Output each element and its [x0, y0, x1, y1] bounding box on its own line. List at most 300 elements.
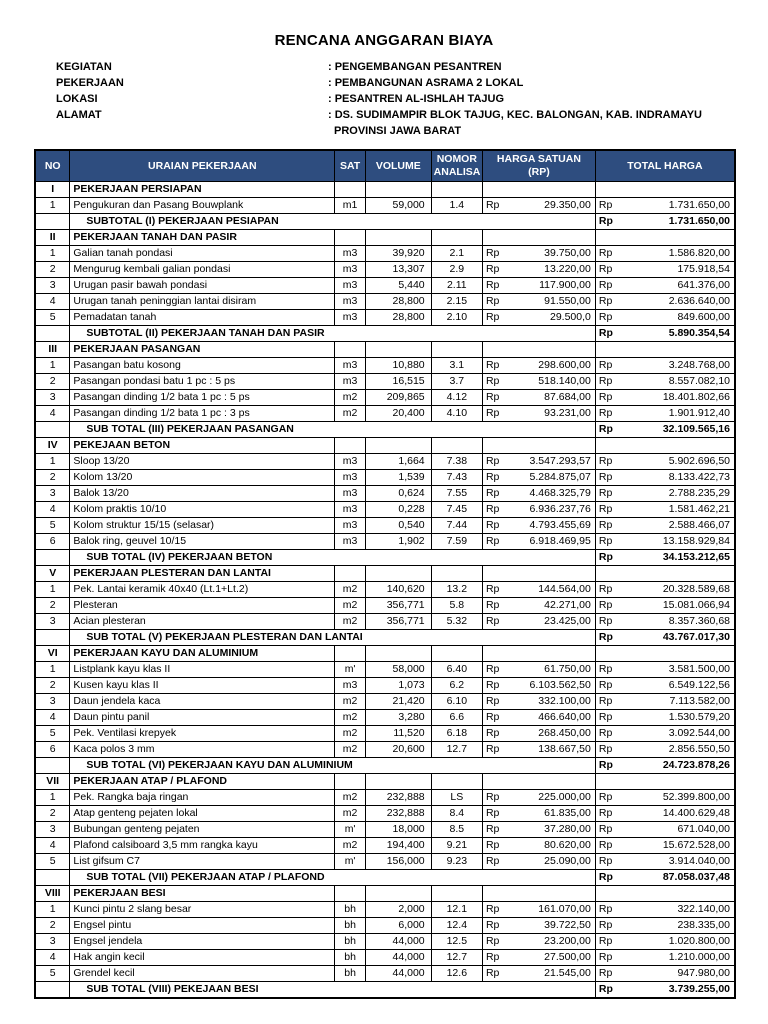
total-currency-cell	[595, 566, 626, 582]
item-number: 2	[35, 598, 70, 614]
volume-cell	[365, 342, 431, 358]
item-description: Plafond calsiboard 3,5 mm rangka kayu	[70, 838, 335, 854]
table-row	[35, 822, 735, 838]
col-header-nomor-analisa	[431, 150, 482, 182]
subtotal-label: SUBTOTAL (I) PEKERJAAN PESIAPAN	[70, 214, 483, 230]
item-description: Plesteran	[70, 598, 335, 614]
item-price-currency: Rp	[482, 598, 513, 614]
item-volume: 232,888	[365, 806, 431, 822]
item-volume: 20,600	[365, 742, 431, 758]
section-number: IV	[35, 438, 70, 454]
table-row	[35, 246, 735, 262]
sat-cell	[335, 230, 366, 246]
budget-table	[34, 149, 736, 999]
item-description: Pasangan pondasi batu 1 pc : 5 ps	[70, 374, 335, 390]
item-description: Daun jendela kaca	[70, 694, 335, 710]
table-row	[35, 374, 735, 390]
subtotal-spacer	[482, 422, 595, 438]
item-unit-price: 6.918.469,95	[513, 534, 595, 550]
item-price-currency: Rp	[482, 614, 513, 630]
item-analysis-number: 9.23	[431, 854, 482, 870]
price-currency-cell	[482, 566, 513, 582]
item-analysis-number: 4.10	[431, 406, 482, 422]
item-total-currency: Rp	[595, 614, 626, 630]
subtotal-amount: 24.723.878,26	[626, 758, 735, 774]
item-total-currency: Rp	[595, 358, 626, 374]
total-cell	[626, 438, 735, 454]
item-price-currency: Rp	[482, 822, 513, 838]
section-number: III	[35, 342, 70, 358]
subtotal-blank	[35, 758, 70, 774]
subtotal-spacer	[482, 214, 595, 230]
item-unit-price: 39.722,50	[513, 918, 595, 934]
item-total-currency: Rp	[595, 838, 626, 854]
item-analysis-number: 1.4	[431, 198, 482, 214]
item-total-price: 2.788.235,29	[626, 486, 735, 502]
item-unit-price: 29.350,00	[513, 198, 595, 214]
item-description: Pemadatan tanah	[70, 310, 335, 326]
item-description: List gifsum C7	[70, 854, 335, 870]
item-volume: 209,865	[365, 390, 431, 406]
item-volume: 44,000	[365, 950, 431, 966]
item-unit-price: 138.667,50	[513, 742, 595, 758]
subtotal-label: SUB TOTAL (IV) PEKERJAAN BETON	[70, 550, 483, 566]
item-unit: m3	[335, 678, 366, 694]
item-total-price: 8.557.082,10	[626, 374, 735, 390]
item-description: Sloop 13/20	[70, 454, 335, 470]
item-total-currency: Rp	[595, 854, 626, 870]
item-volume: 0,228	[365, 502, 431, 518]
item-volume: 13,307	[365, 262, 431, 278]
item-number: 1	[35, 902, 70, 918]
item-price-currency: Rp	[482, 790, 513, 806]
table-row	[35, 806, 735, 822]
analisa-cell	[431, 230, 482, 246]
subtotal-amount: 34.153.212,65	[626, 550, 735, 566]
item-description: Engsel jendela	[70, 934, 335, 950]
total-cell	[626, 342, 735, 358]
subtotal-currency: Rp	[595, 982, 626, 999]
item-total-currency: Rp	[595, 454, 626, 470]
section-number: V	[35, 566, 70, 582]
table-row	[35, 950, 735, 966]
item-description: Pengukuran dan Pasang Bouwplank	[70, 198, 335, 214]
section-title: PEKERJAAN ATAP / PLAFOND	[70, 774, 335, 790]
item-total-currency: Rp	[595, 470, 626, 486]
item-total-price: 15.081.066,94	[626, 598, 735, 614]
subtotal-label: SUB TOTAL (V) PEKERJAAN PLESTERAN DAN LANTAI	[70, 630, 483, 646]
item-price-currency: Rp	[482, 662, 513, 678]
subtotal-spacer	[482, 630, 595, 646]
subtotal-currency: Rp	[595, 758, 626, 774]
item-total-currency: Rp	[595, 374, 626, 390]
item-unit: m3	[335, 454, 366, 470]
info-value: : PESANTREN AL-ISHLAH TAJUG	[328, 93, 504, 105]
table-row	[35, 726, 735, 742]
item-total-price: 2.856.550,50	[626, 742, 735, 758]
subtotal-row	[35, 326, 735, 342]
subtotal-blank	[35, 982, 70, 999]
item-total-currency: Rp	[595, 662, 626, 678]
item-unit: m2	[335, 838, 366, 854]
item-volume: 1,539	[365, 470, 431, 486]
item-unit-price: 87.684,00	[513, 390, 595, 406]
item-volume: 59,000	[365, 198, 431, 214]
total-currency-cell	[595, 230, 626, 246]
analisa-cell	[431, 438, 482, 454]
item-volume: 140,620	[365, 582, 431, 598]
section-row	[35, 230, 735, 246]
item-price-currency: Rp	[482, 198, 513, 214]
item-analysis-number: 6.6	[431, 710, 482, 726]
item-number: 2	[35, 678, 70, 694]
item-analysis-number: 5.8	[431, 598, 482, 614]
item-volume: 28,800	[365, 294, 431, 310]
item-volume: 194,400	[365, 838, 431, 854]
item-description: Engsel pintu	[70, 918, 335, 934]
section-title: PEKEJAAN BETON	[70, 438, 335, 454]
item-unit: m3	[335, 374, 366, 390]
item-unit-price: 27.500,00	[513, 950, 595, 966]
item-price-currency: Rp	[482, 246, 513, 262]
item-volume: 3,280	[365, 710, 431, 726]
item-volume: 156,000	[365, 854, 431, 870]
total-cell	[626, 230, 735, 246]
item-unit: bh	[335, 950, 366, 966]
total-cell	[626, 774, 735, 790]
item-total-currency: Rp	[595, 694, 626, 710]
item-price-currency: Rp	[482, 806, 513, 822]
table-row	[35, 454, 735, 470]
item-unit: m2	[335, 710, 366, 726]
col-header-uraian: URAIAN PEKERJAAN	[70, 150, 335, 182]
item-number: 2	[35, 806, 70, 822]
table-row	[35, 294, 735, 310]
item-price-currency: Rp	[482, 502, 513, 518]
item-volume: 6,000	[365, 918, 431, 934]
item-unit: bh	[335, 966, 366, 982]
table-row	[35, 486, 735, 502]
item-total-currency: Rp	[595, 502, 626, 518]
item-number: 3	[35, 278, 70, 294]
item-total-price: 3.581.500,00	[626, 662, 735, 678]
table-row	[35, 198, 735, 214]
item-total-currency: Rp	[595, 246, 626, 262]
item-unit: m3	[335, 294, 366, 310]
price-currency-cell	[482, 230, 513, 246]
item-total-price: 8.133.422,73	[626, 470, 735, 486]
item-volume: 58,000	[365, 662, 431, 678]
item-description: Kolom praktis 10/10	[70, 502, 335, 518]
item-total-currency: Rp	[595, 278, 626, 294]
section-number: VI	[35, 646, 70, 662]
item-number: 1	[35, 454, 70, 470]
price-currency-cell	[482, 342, 513, 358]
col-header-nomor-analisa-line2: ANALISA	[433, 166, 481, 178]
item-price-currency: Rp	[482, 278, 513, 294]
item-total-currency: Rp	[595, 598, 626, 614]
item-description: Urugan tanah peninggian lantai disiram	[70, 294, 335, 310]
item-number: 5	[35, 310, 70, 326]
col-header-total-harga: TOTAL HARGA	[595, 150, 735, 182]
item-total-price: 8.357.360,68	[626, 614, 735, 630]
table-row	[35, 502, 735, 518]
item-unit-price: 61.750,00	[513, 662, 595, 678]
table-row	[35, 518, 735, 534]
item-volume: 232,888	[365, 790, 431, 806]
item-description: Grendel kecil	[70, 966, 335, 982]
item-analysis-number: 2.10	[431, 310, 482, 326]
item-number: 3	[35, 694, 70, 710]
item-volume: 0,624	[365, 486, 431, 502]
item-total-currency: Rp	[595, 406, 626, 422]
item-number: 1	[35, 198, 70, 214]
item-analysis-number: 3.1	[431, 358, 482, 374]
item-unit: m3	[335, 262, 366, 278]
sat-cell	[335, 182, 366, 198]
item-price-currency: Rp	[482, 742, 513, 758]
table-row	[35, 582, 735, 598]
item-total-price: 671.040,00	[626, 822, 735, 838]
item-number: 5	[35, 966, 70, 982]
item-unit: bh	[335, 934, 366, 950]
item-unit: bh	[335, 902, 366, 918]
item-total-price: 15.672.528,00	[626, 838, 735, 854]
subtotal-amount: 3.739.255,00	[626, 982, 735, 999]
analisa-cell	[431, 182, 482, 198]
section-row	[35, 646, 735, 662]
price-currency-cell	[482, 438, 513, 454]
item-unit-price: 4.793.455,69	[513, 518, 595, 534]
item-price-currency: Rp	[482, 310, 513, 326]
item-volume: 21,420	[365, 694, 431, 710]
section-row	[35, 342, 735, 358]
item-total-price: 238.335,00	[626, 918, 735, 934]
item-total-currency: Rp	[595, 902, 626, 918]
item-analysis-number: 7.59	[431, 534, 482, 550]
section-row	[35, 182, 735, 198]
item-total-currency: Rp	[595, 966, 626, 982]
item-analysis-number: 7.38	[431, 454, 482, 470]
item-description: Pek. Lantai keramik 40x40 (Lt.1+Lt.2)	[70, 582, 335, 598]
table-row	[35, 662, 735, 678]
subtotal-label: SUB TOTAL (VIII) PEKEJAAN BESI	[70, 982, 483, 999]
table-body	[35, 182, 735, 999]
price-cell	[513, 774, 595, 790]
section-title: PEKERJAAN PERSIAPAN	[70, 182, 335, 198]
sat-cell	[335, 774, 366, 790]
item-total-currency: Rp	[595, 390, 626, 406]
item-unit-price: 3.547.293,57	[513, 454, 595, 470]
item-number: 4	[35, 406, 70, 422]
item-number: 3	[35, 614, 70, 630]
item-price-currency: Rp	[482, 710, 513, 726]
item-volume: 44,000	[365, 934, 431, 950]
subtotal-spacer	[482, 758, 595, 774]
item-analysis-number: 12.7	[431, 742, 482, 758]
table-header-row	[35, 150, 735, 182]
item-analysis-number: 12.6	[431, 966, 482, 982]
subtotal-currency: Rp	[595, 630, 626, 646]
item-total-price: 20.328.589,68	[626, 582, 735, 598]
item-total-currency: Rp	[595, 678, 626, 694]
subtotal-currency: Rp	[595, 870, 626, 886]
item-unit: m3	[335, 518, 366, 534]
price-cell	[513, 182, 595, 198]
info-value: : DS. SUDIMAMPIR BLOK TAJUG, KEC. BALONGAN, KAB. INDRAMAYU	[328, 109, 703, 121]
subtotal-blank	[35, 422, 70, 438]
item-total-currency: Rp	[595, 198, 626, 214]
total-currency-cell	[595, 438, 626, 454]
item-total-price: 7.113.582,00	[626, 694, 735, 710]
item-analysis-number: 13.2	[431, 582, 482, 598]
item-number: 3	[35, 390, 70, 406]
item-total-price: 1.581.462,21	[626, 502, 735, 518]
item-analysis-number: 12.5	[431, 934, 482, 950]
item-unit-price: 61.835,00	[513, 806, 595, 822]
item-analysis-number: 2.1	[431, 246, 482, 262]
info-value: PROVINSI JAWA BARAT	[334, 125, 462, 137]
subtotal-spacer	[482, 326, 595, 342]
item-unit-price: 21.545,00	[513, 966, 595, 982]
item-price-currency: Rp	[482, 966, 513, 982]
subtotal-blank	[35, 550, 70, 566]
price-cell	[513, 566, 595, 582]
info-label: KEGIATAN	[56, 61, 112, 73]
subtotal-currency: Rp	[595, 422, 626, 438]
item-total-currency: Rp	[595, 486, 626, 502]
item-description: Urugan pasir bawah pondasi	[70, 278, 335, 294]
item-unit-price: 332.100,00	[513, 694, 595, 710]
subtotal-label: SUB TOTAL (VII) PEKERJAAN ATAP / PLAFOND	[70, 870, 483, 886]
subtotal-blank	[35, 630, 70, 646]
item-number: 4	[35, 950, 70, 966]
item-unit-price: 25.090,00	[513, 854, 595, 870]
item-description: Kolom struktur 15/15 (selasar)	[70, 518, 335, 534]
item-number: 5	[35, 854, 70, 870]
subtotal-blank	[35, 326, 70, 342]
item-volume: 28,800	[365, 310, 431, 326]
table-row	[35, 310, 735, 326]
table-row	[35, 902, 735, 918]
item-price-currency: Rp	[482, 934, 513, 950]
item-unit: m2	[335, 614, 366, 630]
subtotal-label: SUB TOTAL (III) PEKERJAAN PASANGAN	[70, 422, 483, 438]
item-price-currency: Rp	[482, 406, 513, 422]
info-label: LOKASI	[56, 93, 98, 105]
table-row	[35, 678, 735, 694]
item-price-currency: Rp	[482, 454, 513, 470]
table-row	[35, 854, 735, 870]
item-total-currency: Rp	[595, 742, 626, 758]
sat-cell	[335, 646, 366, 662]
subtotal-amount: 32.109.565,16	[626, 422, 735, 438]
section-number: VIII	[35, 886, 70, 902]
table-row	[35, 966, 735, 982]
table-row	[35, 262, 735, 278]
subtotal-row	[35, 630, 735, 646]
item-analysis-number: 4.12	[431, 390, 482, 406]
total-currency-cell	[595, 886, 626, 902]
item-unit-price: 6.936.237,76	[513, 502, 595, 518]
item-total-price: 52.399.800,00	[626, 790, 735, 806]
item-volume: 356,771	[365, 614, 431, 630]
item-analysis-number: 7.55	[431, 486, 482, 502]
item-total-price: 6.549.122,56	[626, 678, 735, 694]
item-number: 5	[35, 726, 70, 742]
subtotal-amount: 5.890.354,54	[626, 326, 735, 342]
item-unit: m3	[335, 246, 366, 262]
volume-cell	[365, 646, 431, 662]
item-unit-price: 37.280,00	[513, 822, 595, 838]
col-header-sat: SAT	[335, 150, 366, 182]
item-analysis-number: 12.1	[431, 902, 482, 918]
item-total-price: 18.401.802,66	[626, 390, 735, 406]
table-row	[35, 406, 735, 422]
section-title: PEKERJAAN PLESTERAN DAN LANTAI	[70, 566, 335, 582]
volume-cell	[365, 886, 431, 902]
total-cell	[626, 182, 735, 198]
section-row	[35, 438, 735, 454]
analisa-cell	[431, 886, 482, 902]
subtotal-currency: Rp	[595, 326, 626, 342]
item-total-price: 3.248.768,00	[626, 358, 735, 374]
analisa-cell	[431, 646, 482, 662]
section-row	[35, 774, 735, 790]
item-description: Kunci pintu 2 slang besar	[70, 902, 335, 918]
table-row	[35, 358, 735, 374]
item-total-price: 14.400.629,48	[626, 806, 735, 822]
item-unit: m'	[335, 854, 366, 870]
item-analysis-number: 2.15	[431, 294, 482, 310]
item-total-currency: Rp	[595, 582, 626, 598]
item-total-price: 1.530.579,20	[626, 710, 735, 726]
item-unit: m2	[335, 582, 366, 598]
subtotal-currency: Rp	[595, 214, 626, 230]
col-header-no: NO	[35, 150, 70, 182]
price-cell	[513, 342, 595, 358]
item-price-currency: Rp	[482, 726, 513, 742]
subtotal-spacer	[482, 550, 595, 566]
item-unit: m1	[335, 198, 366, 214]
info-value: : PEMBANGUNAN ASRAMA 2 LOKAL	[328, 77, 524, 89]
table-row	[35, 934, 735, 950]
item-analysis-number: 6.18	[431, 726, 482, 742]
subtotal-spacer	[482, 982, 595, 999]
col-header-harga-satuan-line1: HARGA SATUAN	[496, 153, 581, 165]
section-title: PEKERJAAN TANAH DAN PASIR	[70, 230, 335, 246]
item-unit-price: 225.000,00	[513, 790, 595, 806]
price-cell	[513, 646, 595, 662]
table-row	[35, 614, 735, 630]
price-currency-cell	[482, 774, 513, 790]
item-total-currency: Rp	[595, 518, 626, 534]
item-description: Mengurug kembali galian pondasi	[70, 262, 335, 278]
item-total-price: 1.731.650,00	[626, 198, 735, 214]
item-description: Balok 13/20	[70, 486, 335, 502]
item-total-currency: Rp	[595, 726, 626, 742]
item-price-currency: Rp	[482, 838, 513, 854]
subtotal-row	[35, 758, 735, 774]
item-description: Kaca polos 3 mm	[70, 742, 335, 758]
item-volume: 0,540	[365, 518, 431, 534]
section-title: PEKERJAAN PASANGAN	[70, 342, 335, 358]
item-number: 1	[35, 662, 70, 678]
volume-cell	[365, 774, 431, 790]
total-currency-cell	[595, 774, 626, 790]
item-price-currency: Rp	[482, 470, 513, 486]
item-unit-price: 4.468.325,79	[513, 486, 595, 502]
